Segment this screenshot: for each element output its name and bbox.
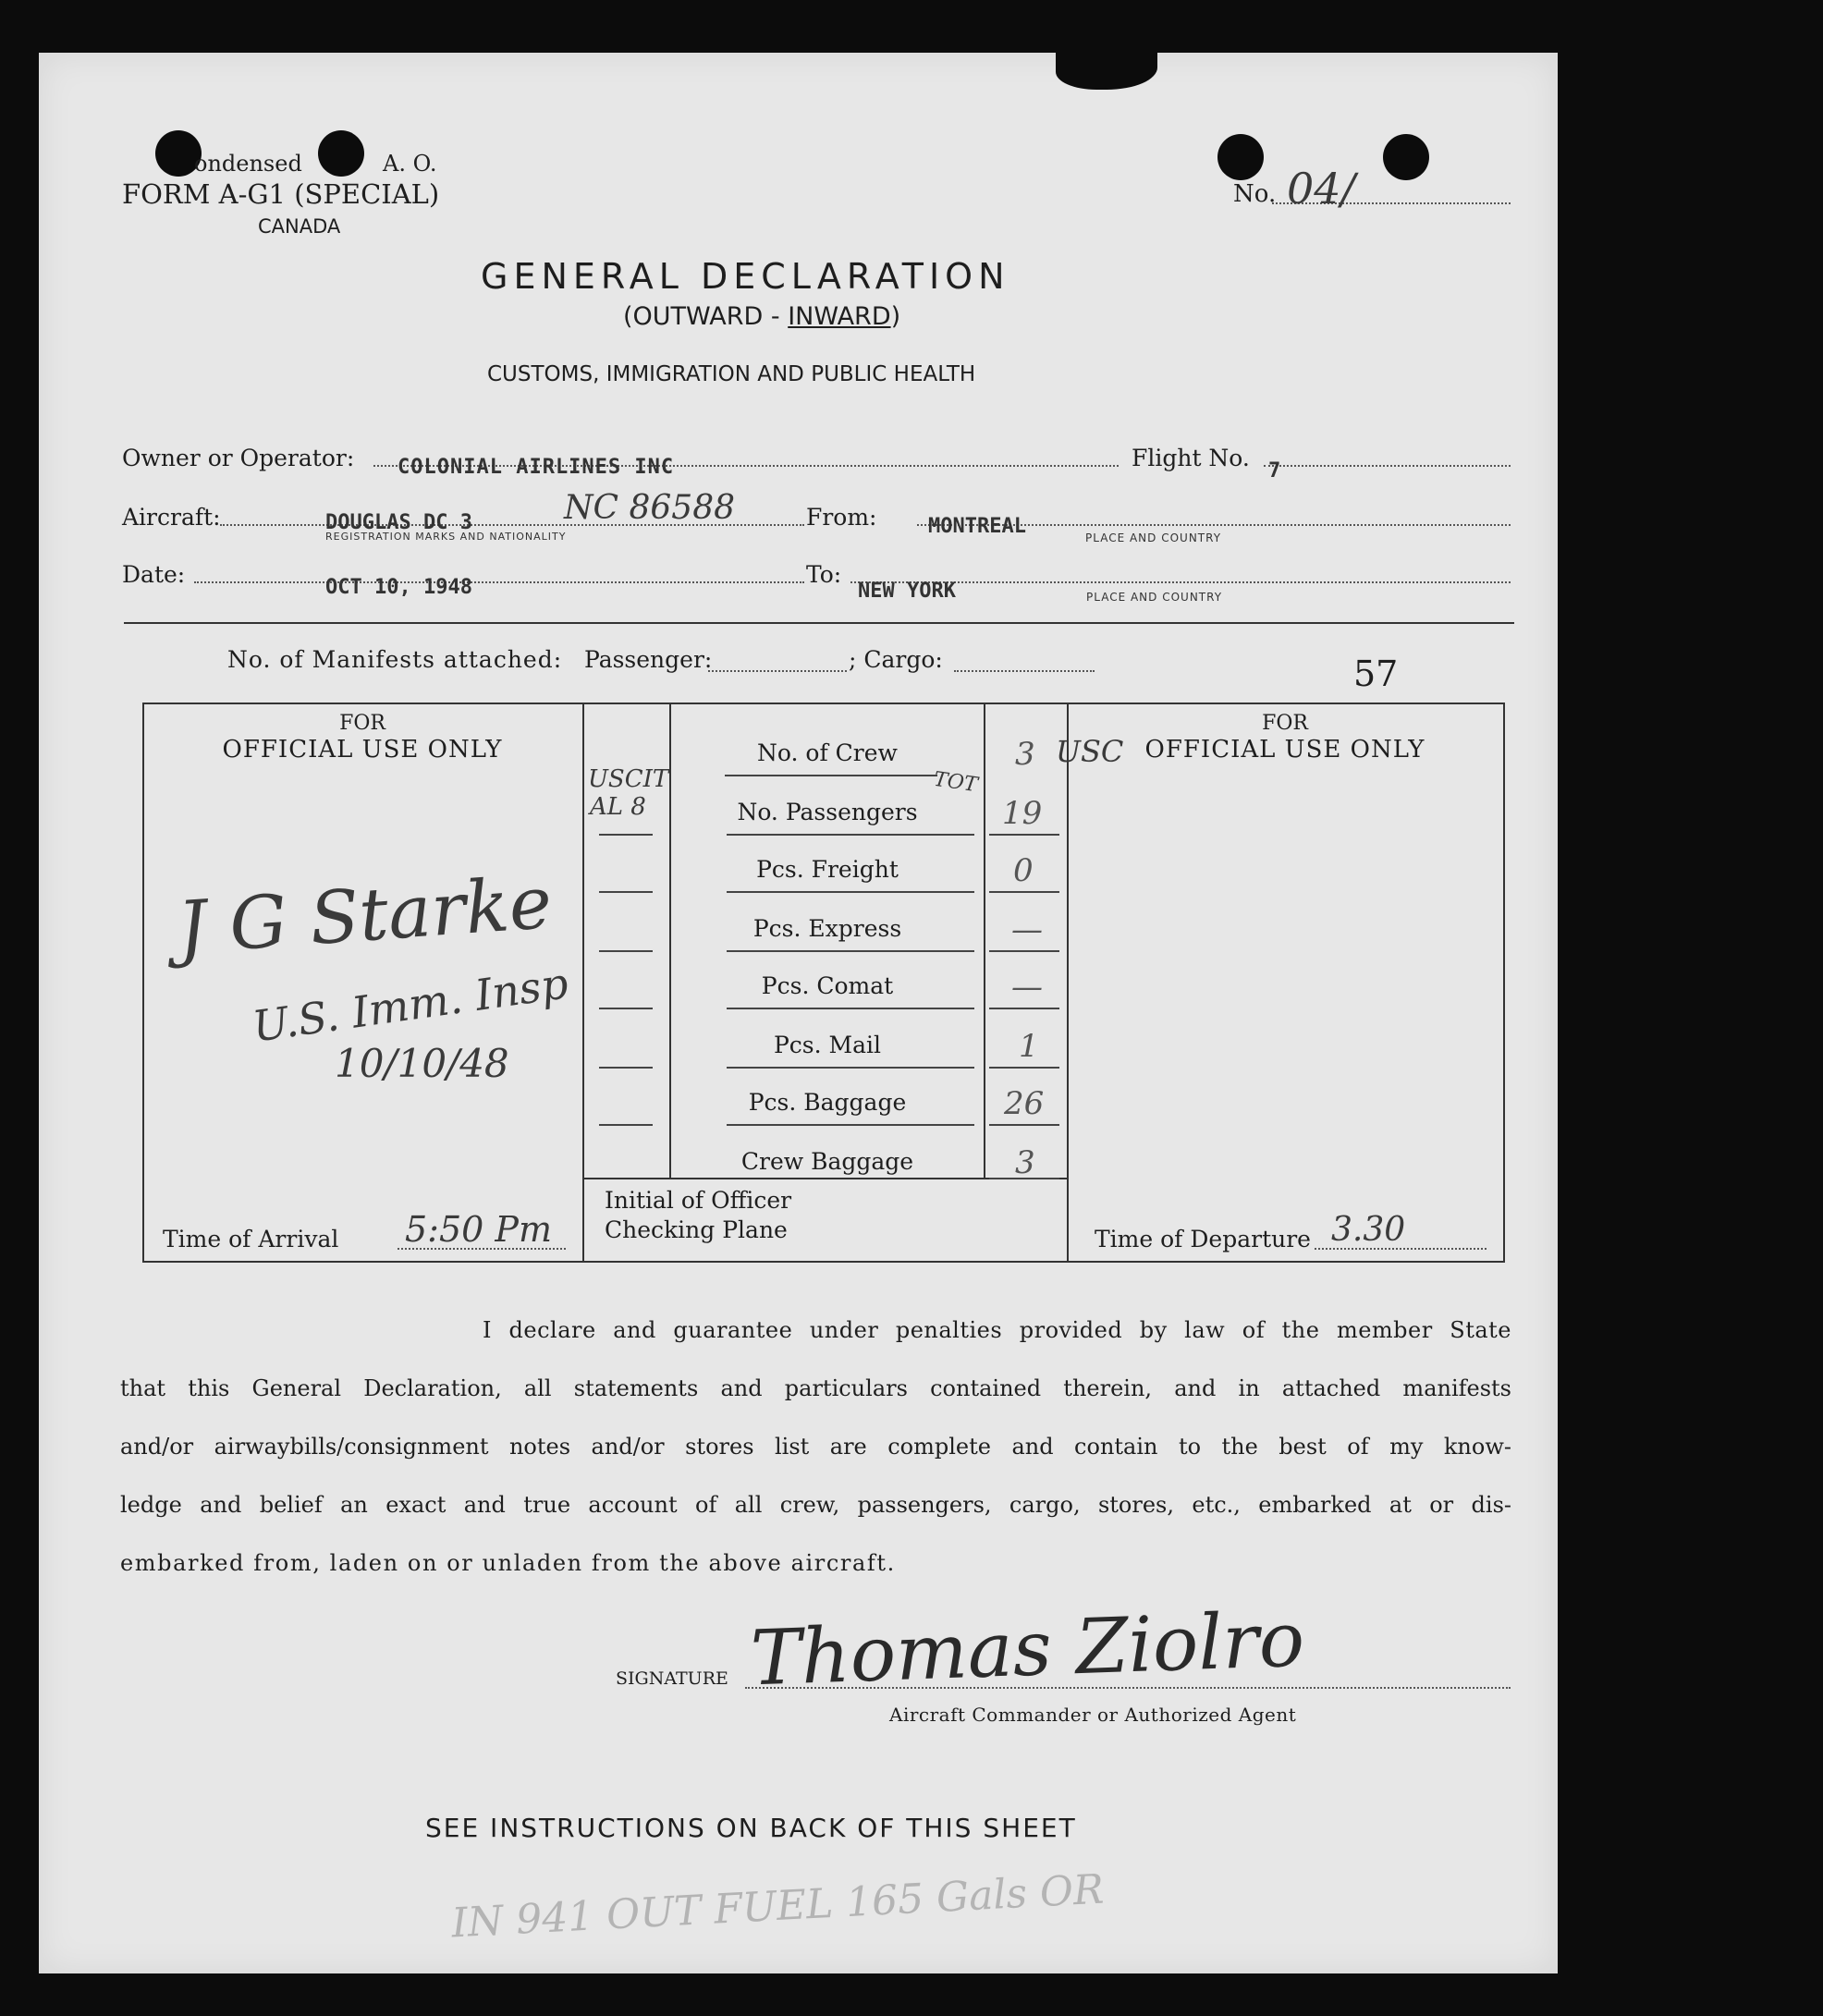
signature-caption: Aircraft Commander or Authorized Agent <box>889 1704 1297 1726</box>
table-row: Pcs. Baggage <box>748 1089 907 1116</box>
value-col-rule <box>989 1008 1059 1009</box>
date-label: Date: <box>122 561 186 588</box>
registration-caption: REGISTRATION MARKS AND NATIONALITY <box>325 531 567 543</box>
declaration-line: I declare and guarantee under penalties provided by law of the member State <box>483 1317 1511 1343</box>
form-number-value: 04/ <box>1287 164 1356 214</box>
table-divider-3 <box>984 703 985 1179</box>
form-title: GENERAL DECLARATION <box>481 256 1010 297</box>
cargo-manifest-label: ; Cargo: <box>849 646 943 673</box>
aircraft-label: Aircraft: <box>122 504 221 531</box>
table-left <box>142 703 144 1263</box>
commander-signature: Thomas Ziolro <box>749 1595 1306 1704</box>
form-condensed: ondensed <box>194 151 302 177</box>
left-col-rule <box>599 1008 653 1009</box>
right-official-heading: OFFICIAL USE ONLY <box>1144 736 1425 764</box>
crew-cargo-table <box>142 703 1505 1263</box>
right-official-for: FOR <box>1262 712 1308 735</box>
left-col-rule <box>599 950 653 952</box>
owner-value: COLONIAL AIRLINES INC <box>398 456 675 479</box>
table-row: Pcs. Express <box>752 915 902 942</box>
value-col-rule <box>989 1124 1059 1126</box>
value-col-rule <box>989 891 1059 893</box>
to-value: NEW YORK <box>858 580 956 603</box>
from-label: From: <box>806 504 877 531</box>
to-label: To: <box>806 561 842 588</box>
total-note: TOT <box>932 767 979 798</box>
table-bottom <box>142 1261 1505 1263</box>
flight-line <box>1264 465 1511 467</box>
table-row: No. of Crew <box>757 739 898 766</box>
manifests-label: No. of Manifests attached: <box>227 646 563 673</box>
crew-baggage-count: 3 <box>1015 1144 1035 1181</box>
from-caption: PLACE AND COUNTRY <box>1085 531 1222 544</box>
torn-edge <box>1056 45 1157 90</box>
table-top <box>142 703 1505 704</box>
punch-hole <box>318 130 364 177</box>
usc-note: USC <box>1056 734 1124 769</box>
baggage-count: 26 <box>1004 1085 1045 1122</box>
owner-label: Owner or Operator: <box>122 445 355 471</box>
mail-count: 1 <box>1019 1028 1039 1065</box>
citizenship-note-1: USCIT <box>588 765 669 793</box>
cargo-manifest-line <box>954 670 1095 672</box>
initial-label-1: Initial of Officer <box>605 1187 792 1214</box>
declaration-line: ledge and belief an exact and true account of all crew, passengers, cargo, stores, etc., embarked at or dis- <box>120 1492 1511 1518</box>
table-row: Pcs. Comat <box>761 972 894 999</box>
table-row: Pcs. Mail <box>773 1032 882 1058</box>
page-number: 57 <box>1353 654 1399 694</box>
row-rule <box>727 1067 974 1069</box>
punch-hole <box>1383 134 1429 180</box>
arrival-value: 5:50 Pm <box>405 1209 553 1250</box>
passenger-manifest-line <box>708 670 847 672</box>
value-col-rule <box>989 1067 1059 1069</box>
departure-value: 3.30 <box>1331 1211 1406 1249</box>
aircraft-value: DOUGLAS DC 3 <box>325 511 472 534</box>
express-count: — <box>1011 911 1043 948</box>
value-col-rule <box>989 834 1059 836</box>
date-value: OCT 10, 1948 <box>325 576 472 599</box>
declaration-form <box>39 53 1558 1973</box>
date-line <box>194 581 804 583</box>
initial-label-2: Checking Plane <box>605 1216 788 1243</box>
direction-close: ) <box>890 302 901 331</box>
flight-value: 7 <box>1268 459 1281 483</box>
signature-label: SIGNATURE <box>616 1668 728 1689</box>
punch-hole <box>1217 134 1264 180</box>
instructions-note: SEE INSTRUCTIONS ON BACK OF THIS SHEET <box>425 1813 1077 1843</box>
freight-count: 0 <box>1013 852 1034 889</box>
form-country: CANADA <box>258 215 341 238</box>
row-rule <box>727 950 974 952</box>
to-caption: PLACE AND COUNTRY <box>1086 591 1223 604</box>
row-rule <box>725 775 937 776</box>
form-direction <box>623 302 900 331</box>
crew-count: 3 <box>1015 736 1035 773</box>
arrival-label: Time of Arrival <box>163 1226 339 1252</box>
left-col-rule <box>599 834 653 836</box>
form-agencies: CUSTOMS, IMMIGRATION AND PUBLIC HEALTH <box>487 362 976 386</box>
from-value: MONTREAL <box>928 515 1026 538</box>
left-official-heading: OFFICIAL USE ONLY <box>222 736 503 764</box>
flight-label: Flight No. <box>1132 445 1250 471</box>
declaration-line: and/or airwaybills/consignment notes and/or stores list are complete and contain to the best of my know- <box>120 1434 1511 1460</box>
table-right <box>1503 703 1505 1263</box>
form-id: FORM A-G1 (SPECIAL) <box>122 178 440 210</box>
declaration-line: that this General Declaration, all statements and particulars contained therein, and in attached manifests <box>120 1375 1511 1401</box>
declaration-line: embarked from, laden on or unladen from the above aircraft. <box>120 1550 896 1576</box>
left-col-rule <box>599 1067 653 1069</box>
left-col-rule <box>599 891 653 893</box>
citizenship-note-2: AL 8 <box>590 793 646 821</box>
table-row: Pcs. Freight <box>756 856 899 883</box>
table-divider-4 <box>1067 703 1069 1263</box>
row-rule <box>727 891 974 893</box>
inspector-signature: J G Starke <box>175 861 555 971</box>
fuel-note: IN 941 OUT FUEL 165 Gals OR <box>450 1865 1106 1948</box>
row-rule <box>727 1124 974 1126</box>
direction-inward: INWARD <box>788 302 891 331</box>
section-divider <box>124 622 1514 624</box>
table-row: Crew Baggage <box>740 1148 914 1175</box>
form-icao: A. O. <box>383 151 437 177</box>
left-official-for: FOR <box>339 712 385 735</box>
inspection-date: 10/10/48 <box>335 1041 509 1086</box>
row-rule <box>727 1008 974 1009</box>
inspector-title: U.S. Imm. Insp <box>249 958 571 1052</box>
passenger-manifest-label: Passenger: <box>584 646 713 673</box>
table-row: No. Passengers <box>737 799 918 825</box>
form-number-label: No. <box>1233 180 1277 208</box>
registration-value: NC 86588 <box>564 489 736 527</box>
value-col-rule <box>989 950 1059 952</box>
left-col-rule <box>599 1124 653 1126</box>
passenger-count: 19 <box>1002 795 1043 832</box>
row-rule <box>727 834 974 836</box>
table-divider-2 <box>669 703 671 1179</box>
comat-count: — <box>1011 969 1043 1006</box>
direction-outward: (OUTWARD - <box>623 302 789 331</box>
departure-label: Time of Departure <box>1095 1226 1311 1252</box>
